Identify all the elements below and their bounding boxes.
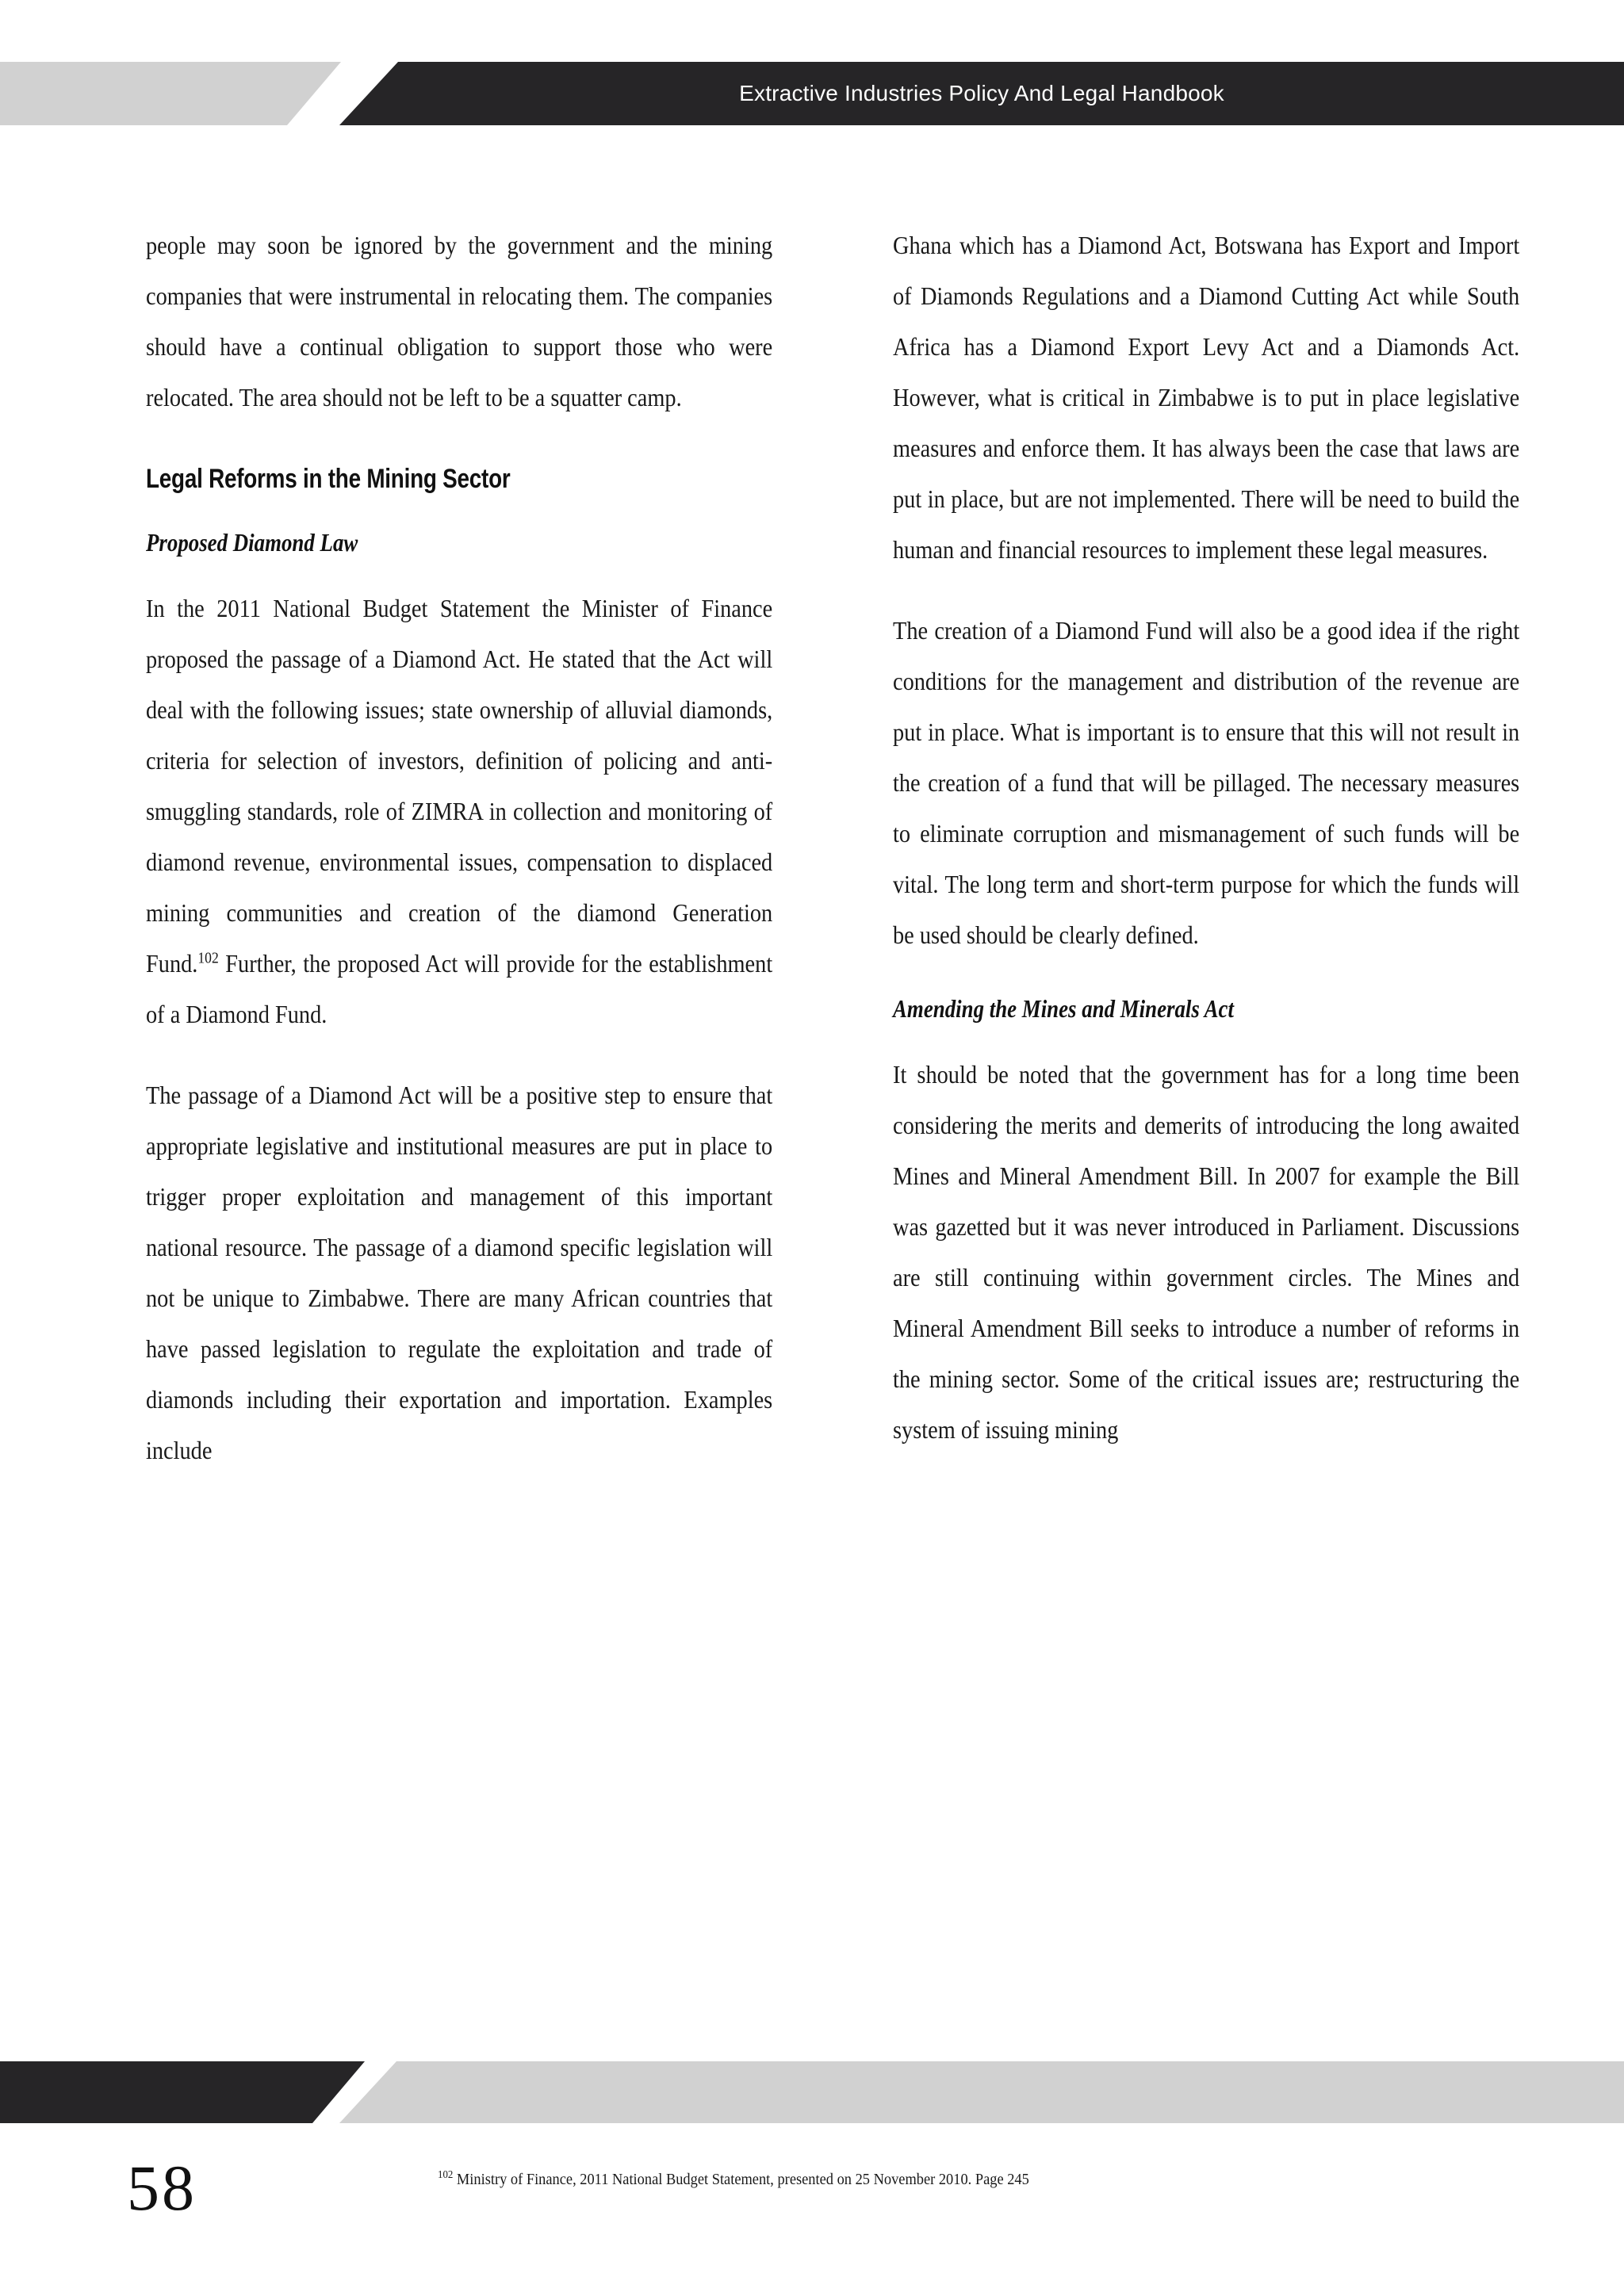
body-columns — [0, 220, 1624, 2036]
paragraph-text-before-note: In the 2011 National Budget Statement the Minister of Finance proposed the passage of a Diamond Act. He stated that the Act will deal with the following issues; state ownership of alluvial diamonds, criteria for selection of investors, definition of policing and anti-smuggling standards, role of ZIMRA in collection and monitoring of diamond revenue, environmental issues, compensation to displaced mining communities and creation of the diamond Generation Fund. — [146, 595, 773, 978]
paragraph: Ghana which has a Diamond Act, Botswana has Export and Import of Diamonds Regulations and a Diamond Cutting Act while South Africa has a Diamond Export Levy Act and a Diamonds Act. However, what is critical in Zimbabwe is to put in place legislative measures and enforce them. It has always been the case that laws are put in place, but are not implemented. There will be need to build the human and financial resources to implement these legal measures. — [893, 232, 1520, 564]
page-header-banner — [0, 62, 1624, 125]
section-heading: Legal Reforms in the Mining Sector — [146, 464, 511, 494]
footnote-reference[interactable]: 102 — [197, 950, 219, 967]
paragraph: people may soon be ignored by the government and the mining companies that were instrumental in relocating them. The companies should have a continual obligation to support those who were relocated. The area should not be left to be a squatter camp. — [146, 232, 773, 411]
sub-heading: Proposed Diamond Law — [146, 528, 358, 557]
paragraph: The creation of a Diamond Fund will also be a good idea if the right conditions for the management and distribution of the revenue are put in place. What is important is to ensure that this will not result in the creation of a fund that will be pillaged. The necessary measures to eliminate corruption and mismanagement of such funds will be vital. The long term and short-term purpose for which the funds will be used should be clearly defined. — [893, 617, 1520, 949]
footnote-mark: 102 — [438, 2169, 454, 2182]
page-footer-banner — [0, 2061, 1624, 2123]
paragraph-text-after-note: Further, the proposed Act will provide for the establishment of a Diamond Fund. — [146, 950, 773, 1028]
header-grey-shape — [0, 62, 341, 125]
left-text-column — [146, 220, 772, 1476]
running-head-title: Extractive Industries Policy And Legal Handbook — [739, 81, 1224, 105]
paragraph: The passage of a Diamond Act will be a positive step to ensure that appropriate legislative and institutional measures are put in place to trigger proper exploitation and management of this important national resource. The passage of a diamond specific legislation will not be unique to Zimbabwe. There are many African countries that have passed legislation to regulate the exploitation and trade of diamonds including their exportation and importation. Examples include — [146, 1081, 773, 1464]
footer-dark-shape — [0, 2061, 365, 2123]
sub-heading: Amending the Mines and Minerals Act — [893, 994, 1234, 1023]
page-number: 58 — [127, 2152, 197, 2224]
paragraph-with-footnote-ref — [146, 584, 772, 1040]
footer-grey-shape — [339, 2061, 1624, 2123]
footnote-block — [438, 2168, 1386, 2191]
footnote-text: Ministry of Finance, 2011 National Budget Statement, presented on 25 November 2010. Page 245 — [456, 2171, 1029, 2188]
right-text-column — [893, 220, 1519, 1456]
paragraph: It should be noted that the government has for a long time been considering the merits and demerits of introducing the long awaited Mines and Mineral Amendment Bill. In 2007 for example the Bill was gazetted but it was never introduced in Parliament. Discussions are still continuing within government circles. The Mines and Mineral Amendment Bill seeks to introduce a number of reforms in the mining sector. Some of the critical issues are; restructuring the system of issuing mining — [893, 1061, 1520, 1444]
